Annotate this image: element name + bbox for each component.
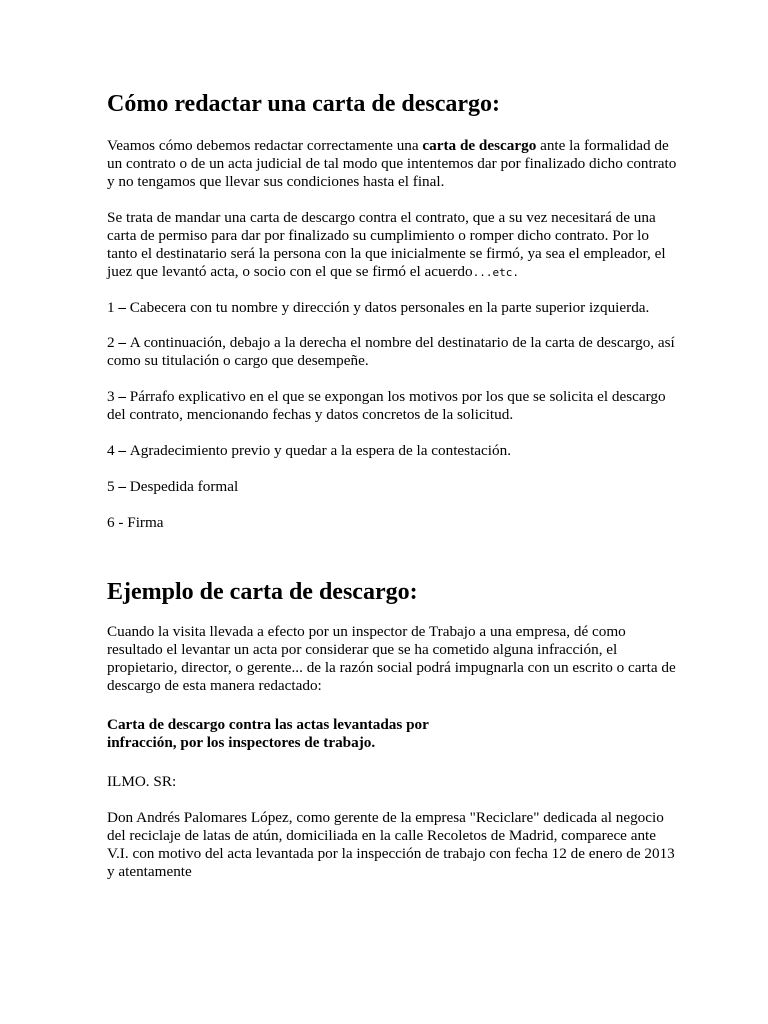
step-2 (107, 334, 677, 370)
letter-body: Don Andrés Palomares López, como gerente de la empresa "Reciclare" dedicada al negocio del reciclaje de latas de atún, domiciliada en la calle Recoletos de Madrid, comparece ante V.I. con motivo del acta levantada por la inspección de trabajo con fecha 12 de enero de 2013 y atentamente (107, 809, 675, 880)
heading-how-to-write: Cómo redactar una carta de descargo: (107, 91, 501, 117)
step-6 (107, 514, 677, 532)
step-number: 2 (107, 334, 115, 351)
step-number: 6 (107, 514, 115, 531)
step-text: Firma (127, 514, 164, 531)
purpose-paragraph (107, 209, 677, 282)
purpose-etc: ...etc. (472, 266, 519, 279)
step-text: Cabecera con tu nombre y dirección y datos personales en la parte superior izquierda. (129, 299, 650, 316)
letter-salutation: ILMO. SR: (107, 773, 177, 790)
purpose-text: Se trata de mandar una carta de descargo contra el contrato, que a su vez necesitará de una carta de permiso para dar por finalizado su cumplimiento o romper dicho contrato. Por lo tanto el destinatario será la persona con la que inicialmente se firmó, ya sea el empleador, el juez que levantó acta, o socio con el que se firmó el acuerdo (107, 209, 666, 280)
step-number: 4 (107, 442, 115, 459)
intro-paragraph (107, 137, 677, 191)
step-number: 3 (107, 388, 115, 405)
step-dash: – (114, 299, 130, 316)
step-number: 5 (107, 478, 115, 495)
intro-bold-term: carta de descargo (422, 137, 537, 154)
heading-example: Ejemplo de carta de descargo: (107, 579, 418, 605)
letter-title (107, 716, 677, 752)
step-1 (107, 299, 677, 317)
letter-title-line-1: Carta de descargo contra las actas levantadas por (107, 716, 429, 733)
step-dash: - (114, 514, 128, 531)
step-text: Párrafo explicativo en el que se expongan los motivos por los que se solicita el descargo del contrato, mencionando fechas y datos concretos de la solicitud. (107, 388, 666, 423)
step-text: A continuación, debajo a la derecha el nombre del destinatario de la carta de descargo, así como su titulación o cargo que desempeñe. (107, 334, 675, 369)
letter-title-line-2: infracción, por los inspectores de trabajo. (107, 734, 376, 751)
intro-text-end: ante la formalidad de un contrato o de un acta judicial de tal modo que intentemos dar por finalizado dicho contrato y no tengamos que llevar sus condiciones hasta el final. (107, 137, 677, 190)
step-dash: – (114, 388, 130, 405)
step-3 (107, 388, 677, 424)
step-text: Agradecimiento previo y quedar a la espera de la contestación. (129, 442, 511, 459)
example-intro-paragraph: Cuando la visita llevada a efecto por un inspector de Trabajo a una empresa, dé como resultado el levantar un acta por considerar que se ha cometido alguna infracción, el propietario, director, o gerente... de la razón social podrá impugnarla con un escrito o carta de descargo de esta manera redactado: (107, 623, 676, 694)
step-dash: – (114, 442, 130, 459)
step-text: Despedida formal (129, 478, 239, 495)
step-5 (107, 478, 677, 496)
step-4 (107, 442, 677, 460)
step-number: 1 (107, 299, 115, 316)
step-dash: – (114, 478, 130, 495)
intro-text-start: Veamos cómo debemos redactar correctamente una (107, 137, 423, 154)
step-dash: – (114, 334, 130, 351)
